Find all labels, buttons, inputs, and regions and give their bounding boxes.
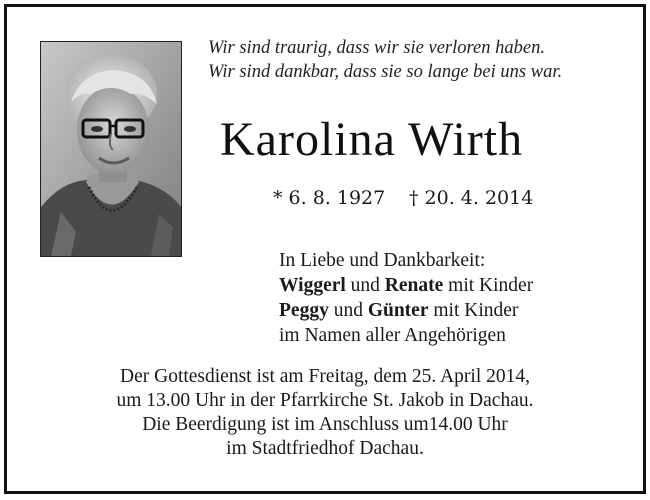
service-line-1: Der Gottesdienst ist am Freitag, dem 25. April 2014, bbox=[120, 366, 530, 387]
mourner-connector: und bbox=[333, 300, 363, 321]
portrait-illustration bbox=[41, 42, 181, 256]
mourners-line-1 bbox=[279, 273, 619, 298]
mourners-block bbox=[279, 248, 619, 348]
mourners-closing: im Namen aller Angehörigen bbox=[279, 325, 506, 346]
birth-date: * 6. 8. 1927 bbox=[273, 187, 386, 209]
mourner-name: Renate bbox=[384, 275, 444, 296]
mourner-suffix: mit Kinder bbox=[448, 275, 534, 296]
death-date: † 20. 4. 2014 bbox=[409, 187, 534, 209]
service-line-3: Die Beerdigung ist im Anschluss um14.00 Uhr bbox=[142, 414, 508, 435]
mourners-intro: In Liebe und Dankbarkeit: bbox=[279, 250, 486, 271]
mourners-line-2 bbox=[279, 298, 619, 323]
mourner-suffix: mit Kinder bbox=[433, 300, 519, 321]
mourner-name: Wiggerl bbox=[279, 275, 346, 296]
deceased-name: Karolina Wirth bbox=[220, 113, 524, 166]
motto bbox=[208, 36, 618, 84]
service-details bbox=[24, 365, 626, 461]
mourner-connector: und bbox=[350, 275, 380, 296]
mourner-name: Peggy bbox=[279, 300, 329, 321]
motto-line-1: Wir sind traurig, dass wir sie verloren haben. bbox=[208, 38, 545, 58]
motto-line-2: Wir sind dankbar, dass sie so lange bei uns war. bbox=[208, 62, 563, 82]
portrait-photo bbox=[40, 41, 182, 257]
service-line-4: im Stadtfriedhof Dachau. bbox=[226, 438, 424, 459]
mourner-name: Günter bbox=[367, 300, 429, 321]
service-line-2: um 13.00 Uhr in der Pfarrkirche St. Jakob in Dachau. bbox=[116, 390, 534, 411]
